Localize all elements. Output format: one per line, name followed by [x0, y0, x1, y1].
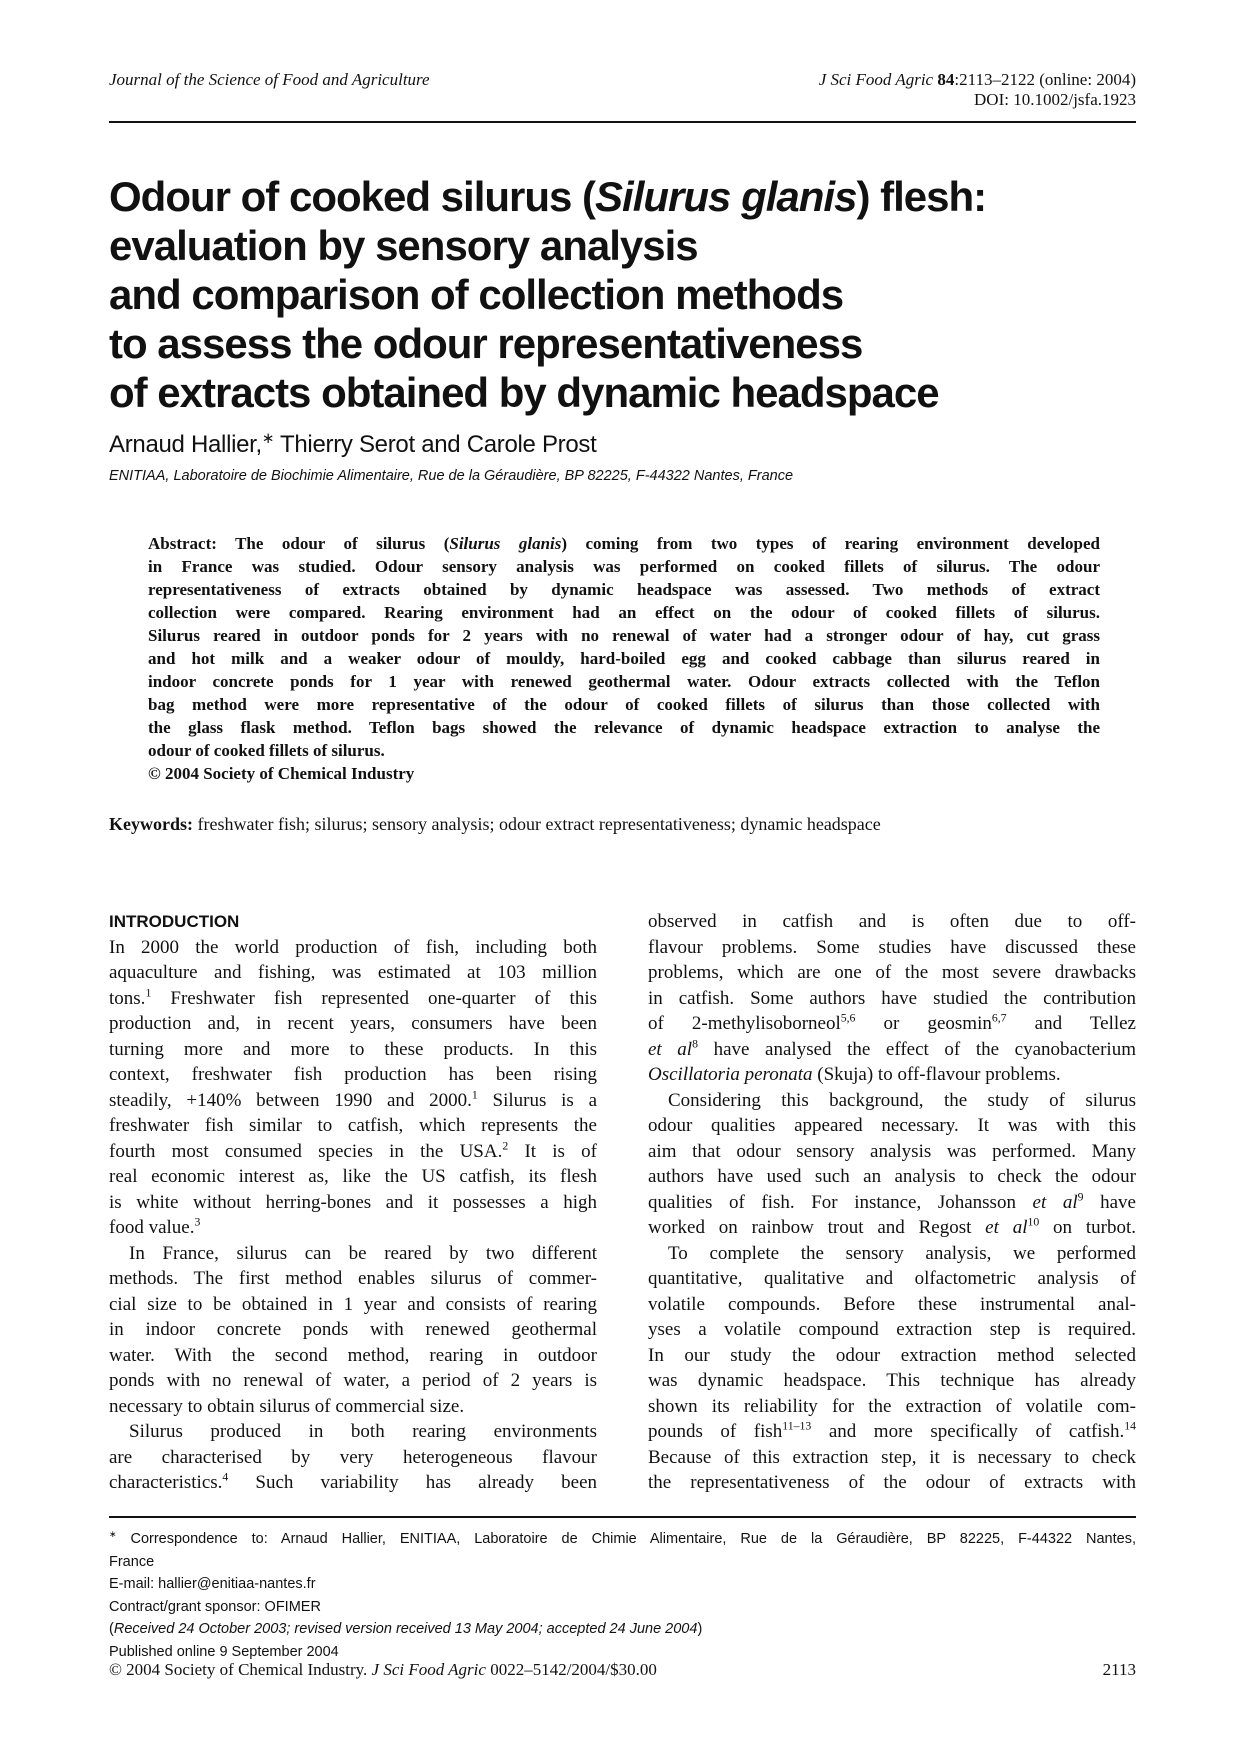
text-run: Abstract: The odour of silurus ( — [148, 534, 450, 553]
text-run: observed in catfish and is often due to off- — [648, 911, 1136, 932]
text-run: tons. — [109, 987, 146, 1009]
text-run: In our study the odour extraction method selected — [648, 1344, 1136, 1366]
column-right — [648, 909, 1136, 1496]
text-run: on turbot. — [1039, 1217, 1136, 1238]
text-run: In France, silurus can be reared by two different — [129, 1242, 597, 1264]
text-run: necessary to obtain silurus of commercial size. — [109, 1395, 465, 1417]
text-run: in catfish. Some authors have studied the contribution — [648, 987, 1136, 1009]
text-run: ) coming from two types of rearing environment developed — [561, 534, 1101, 553]
keywords — [109, 812, 881, 836]
footnote-email: E-mail: hallier@enitiaa-nantes.fr — [109, 1576, 316, 1592]
citation-superscript: 8 — [692, 1037, 698, 1051]
text-run: odour of cooked fillets of silurus. — [148, 741, 385, 760]
text-run: volatile compounds. Before these instrumental anal- — [648, 1293, 1136, 1315]
citation-superscript: 6,7 — [991, 1011, 1007, 1025]
text-run: bag method were more representative of the odour of cooked fillets of silurus than those collected with — [148, 695, 1100, 714]
text-line — [109, 1394, 597, 1420]
text-run: methods. The first method enables silurus of commer- — [109, 1268, 597, 1289]
text-run: To complete the sensory analysis, we performed — [668, 1242, 1136, 1264]
text-line — [648, 935, 1136, 961]
title-line-3: and comparison of collection methods — [109, 271, 844, 318]
text-run: characteristics. — [109, 1472, 223, 1493]
author-name: Arnaud Hallier, — [109, 431, 262, 458]
running-header-citation — [819, 70, 1136, 110]
footnote-rule — [109, 1516, 1136, 1518]
section-heading-introduction: INTRODUCTION — [109, 912, 240, 931]
title-text: ) flesh: — [856, 173, 987, 220]
text-line — [109, 1368, 597, 1394]
text-line — [148, 624, 1100, 647]
journal-abbrev: J Sci Food Agric — [818, 70, 934, 89]
text-run: and Tellez — [1006, 1013, 1136, 1034]
italic-text: et al — [985, 1217, 1028, 1238]
text-run: Freshwater fish represented one-quarter of this — [151, 987, 597, 1009]
affiliation: ENITIAA, Laboratoire de Biochimie Alimentaire, Rue de la Géraudière, BP 82225, F-44322 Nantes, France — [109, 468, 794, 484]
corresponding-mark: ∗ — [261, 431, 275, 447]
citation-line — [819, 70, 1136, 90]
text-run: collection were compared. Rearing environment had an effect on the odour of cooked fillets of silurus. — [148, 603, 1100, 622]
italic-text: et al — [1032, 1191, 1078, 1213]
text-run: shown its reliability for the extraction of volatile com- — [648, 1395, 1136, 1417]
correspondence-text: Correspondence to: Arnaud Hallier, ENITIAA, Laboratoire de Chimie Alimentaire, Rue de la Géraudière, BP 82225, F-44322 Nantes, — [116, 1531, 1136, 1547]
text-line — [648, 1266, 1136, 1292]
text-line — [648, 1292, 1136, 1318]
italic-text: et al — [648, 1038, 693, 1060]
footnote-correspondence-cont: France — [109, 1553, 155, 1570]
text-run: in France was studied. Odour sensory analysis was performed on cooked fillets of silurus. The odour — [148, 557, 1100, 576]
text-line — [109, 1215, 597, 1241]
text-line — [648, 1190, 1136, 1216]
doi: DOI: 10.1002/jsfa.1923 — [974, 90, 1136, 109]
text-run: representativeness of extracts obtained by dynamic headspace was assessed. Two methods of extract — [148, 580, 1100, 599]
text-line — [148, 647, 1100, 670]
text-run: real economic interest as, like the US catfish, its flesh — [109, 1166, 597, 1187]
text-line — [148, 716, 1100, 739]
text-run: steadily, +140% between 1990 and 2000. — [109, 1089, 472, 1111]
text-line — [648, 1164, 1136, 1190]
italic-text: Oscillatoria peronata — [648, 1064, 813, 1085]
text-run: have — [1083, 1191, 1136, 1213]
text-line — [648, 1241, 1136, 1267]
text-line — [648, 1062, 1136, 1088]
footnote-published: Published online 9 September 2004 — [109, 1643, 339, 1660]
text-line — [109, 1292, 597, 1318]
received-dates: Received 24 October 2003; revised version received 13 May 2004; accepted 24 June 2004 — [113, 1621, 698, 1637]
author-names: Thierry Serot and Carole Prost — [274, 431, 597, 458]
text-run: water. With the second method, rearing in outdoor — [109, 1344, 597, 1366]
citation-superscript: 9 — [1077, 1190, 1084, 1204]
text-run: In 2000 the world production of fish, including both — [109, 936, 597, 958]
text-line — [109, 1241, 597, 1267]
page-footer — [109, 1659, 1136, 1681]
text-run: production and, in recent years, consumers have been — [109, 1013, 597, 1034]
footnote-correspondence — [109, 1528, 1136, 1551]
citation-superscript: 1 — [471, 1088, 478, 1102]
text-line — [148, 693, 1100, 716]
text-run: is white without herring-bones and it possesses a high — [109, 1191, 597, 1213]
keywords-label: Keywords: — [109, 814, 193, 834]
text-run: ponds with no renewal of water, a period of 2 years is — [109, 1370, 597, 1391]
text-line — [109, 1037, 597, 1063]
footer-issn: 0022–5142/2004/$30.00 — [485, 1660, 657, 1679]
text-line — [648, 1343, 1136, 1369]
footnote-sponsor: Contract/grant sponsor: OFIMER — [109, 1598, 321, 1615]
text-run: Such variability has already been — [228, 1472, 597, 1493]
text-line — [648, 1215, 1136, 1241]
text-line — [148, 762, 1100, 785]
title-line-1 — [109, 172, 986, 221]
text-run: and more specifically of catfish. — [811, 1421, 1125, 1442]
text-line — [648, 1088, 1136, 1114]
text-run: pounds of fish — [648, 1421, 783, 1442]
text-run: indoor concrete ponds for 1 year with renewed geothermal water. Odour extracts collected with the Teflon — [148, 672, 1100, 691]
text-run: the glass flask method. Teflon bags showed the relevance of dynamic headspace extraction to analyse the — [148, 718, 1100, 737]
text-run: © 2004 Society of Chemical Industry — [148, 764, 415, 783]
text-line — [109, 935, 597, 961]
text-line — [648, 1139, 1136, 1165]
text-line — [109, 1011, 597, 1037]
text-run: or geosmin — [855, 1013, 992, 1034]
footer-journal: J Sci Food Agric — [371, 1660, 486, 1679]
text-run: was dynamic headspace. This technique has already — [648, 1370, 1136, 1391]
text-line — [648, 1394, 1136, 1420]
text-line — [109, 1445, 597, 1471]
text-line — [109, 1470, 597, 1496]
text-run: aquaculture and fishing, was estimated at 103 million — [109, 962, 597, 983]
header-rule — [109, 121, 1136, 123]
text-run: flavour problems. Some studies have discussed these — [648, 936, 1136, 958]
keywords-text: freshwater fish; silurus; sensory analysis; odour extract representativeness; dynamic headspace — [193, 814, 881, 834]
article-title — [109, 172, 986, 417]
text-run: the representativeness of the odour of extracts with — [648, 1472, 1136, 1493]
text-line — [148, 670, 1100, 693]
text-run: and hot milk and a weaker odour of mouldy, hard-boiled egg and cooked cabbage than silurus reared in — [148, 649, 1100, 668]
text-run: context, freshwater fish production has been rising — [109, 1064, 597, 1085]
text-line — [648, 909, 1136, 935]
text-line — [148, 532, 1100, 555]
citation-superscript: 4 — [222, 1470, 229, 1484]
citation-superscript: 14 — [1124, 1419, 1136, 1433]
text-run: in indoor concrete ponds with renewed geothermal — [109, 1319, 597, 1340]
abstract — [148, 532, 1100, 785]
text-line — [648, 1368, 1136, 1394]
text-run: authors have used such an analysis to check the odour — [648, 1166, 1136, 1187]
citation-superscript: 3 — [194, 1215, 201, 1229]
text-run: problems, which are one of the most severe drawbacks — [648, 962, 1136, 983]
text-line — [109, 1113, 597, 1139]
footnotes — [109, 1528, 1136, 1663]
column-left — [109, 909, 597, 1496]
title-line-5: of extracts obtained by dynamic headspace — [109, 369, 939, 416]
text-run: worked on rainbow trout and Regost — [648, 1217, 986, 1238]
copyright-text: © 2004 Society of Chemical Industry. — [109, 1660, 372, 1679]
title-line-4: to assess the odour representativeness — [109, 320, 863, 367]
text-run: yses a volatile compound extraction step is required. — [648, 1319, 1136, 1340]
text-run: Considering this background, the study of silurus — [668, 1089, 1136, 1111]
text-run: Silurus is a — [477, 1089, 598, 1111]
text-run: have analysed the effect of the cyanobacterium — [697, 1038, 1136, 1060]
text-line — [109, 1164, 597, 1190]
text-line — [148, 739, 1100, 762]
text-run: It is of — [508, 1140, 597, 1162]
citation-superscript: 5,6 — [840, 1011, 856, 1025]
text-line — [148, 601, 1100, 624]
text-line — [109, 1062, 597, 1088]
text-line — [148, 555, 1100, 578]
corresponding-mark: ∗ — [109, 1529, 117, 1540]
text-line — [109, 960, 597, 986]
text-line — [648, 1037, 1136, 1063]
text-run: Silurus produced in both rearing environments — [129, 1421, 597, 1442]
text-line — [648, 1011, 1136, 1037]
text-line — [648, 1419, 1136, 1445]
text-line — [109, 986, 597, 1012]
text-line — [648, 1445, 1136, 1471]
text-run: Silurus reared in outdoor ponds for 2 years with no renewal of water had a stronger odour of hay, cut grass — [148, 626, 1100, 645]
text-run: cial size to be obtained in 1 year and consists of rearing — [109, 1293, 597, 1315]
authors — [109, 431, 597, 459]
text-run: food value. — [109, 1217, 195, 1238]
text-line — [648, 1113, 1136, 1139]
text-line — [648, 1470, 1136, 1496]
text-line — [109, 1317, 597, 1343]
text-run: aim that odour sensory analysis was performed. Many — [648, 1140, 1136, 1162]
citation-superscript: 11–13 — [782, 1419, 812, 1433]
text-run: (Skuja) to off-flavour problems. — [812, 1064, 1061, 1085]
text-line — [109, 1343, 597, 1369]
text-run: of 2-methylisoborneol — [648, 1013, 841, 1034]
running-header-journal: Journal of the Science of Food and Agriculture — [109, 70, 430, 89]
citation-superscript: 2 — [502, 1139, 509, 1153]
title-species: Silurus glanis — [595, 173, 857, 220]
text-line — [648, 960, 1136, 986]
text-line — [109, 1419, 597, 1445]
volume: 84 — [937, 70, 955, 89]
title-text: Odour of cooked silurus ( — [109, 173, 596, 220]
text-line — [648, 1317, 1136, 1343]
text-run: freshwater fish similar to catfish, which represents the — [109, 1115, 597, 1136]
text-line — [648, 986, 1136, 1012]
text-run: quantitative, qualitative and olfactometric analysis of — [648, 1268, 1136, 1289]
text-line — [109, 1088, 597, 1114]
text-line — [148, 578, 1100, 601]
citation-superscript: 1 — [145, 986, 152, 1000]
title-line-2: evaluation by sensory analysis — [109, 222, 698, 269]
page-number: 2113 — [1102, 1660, 1136, 1679]
text-run: odour qualities appeared necessary. It was with this — [648, 1115, 1136, 1136]
citation-superscript: 10 — [1027, 1215, 1040, 1229]
text-run: turning more and more to these products. In this — [109, 1038, 597, 1060]
text-run: fourth most consumed species in the USA. — [109, 1140, 503, 1162]
text-run: qualities of fish. For instance, Johansson — [648, 1191, 1033, 1213]
pages: :2113–2122 (online: 2004) — [954, 70, 1136, 89]
text-line — [109, 1266, 597, 1292]
italic-text: Silurus glanis — [449, 534, 562, 553]
text-run: are characterised by very heterogeneous flavour — [109, 1446, 597, 1468]
text-line — [109, 1190, 597, 1216]
footnote-received: (Received 24 October 2003; revised version received 13 May 2004; accepted 24 June 2004) — [109, 1621, 703, 1637]
text-run: Because of this extraction step, it is necessary to check — [648, 1446, 1136, 1468]
text-line — [109, 1139, 597, 1165]
